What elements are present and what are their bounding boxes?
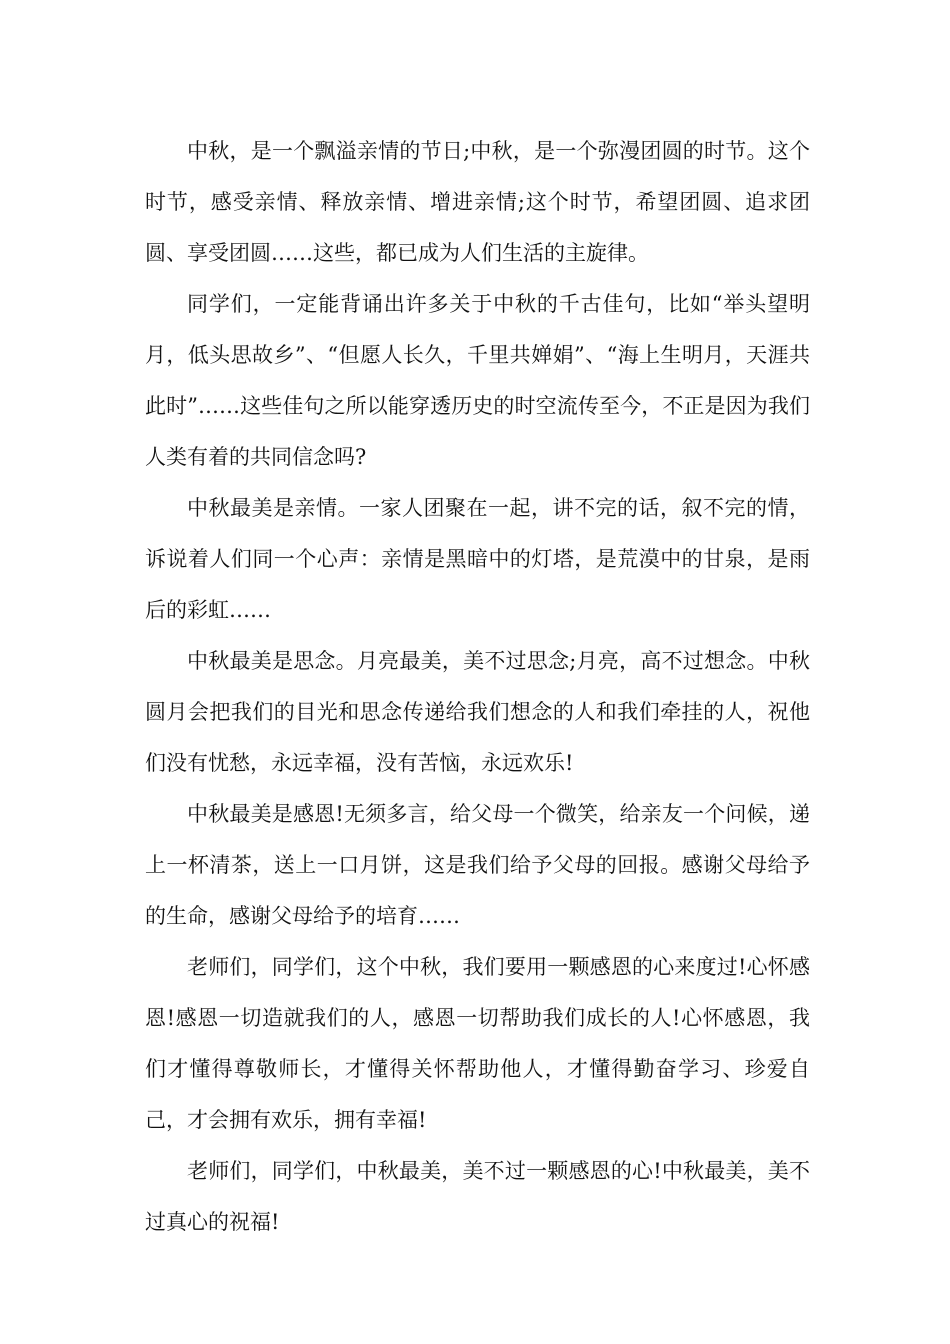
paragraph-6: 老师们，同学们，这个中秋，我们要用一颗感恩的心来度过!心怀感恩!感恩一切造就我们的人，感恩一切帮助我们成长的人!心怀感恩，我们才懂得尊敬师长，才懂得关怀帮助他人，才懂得勤奋学习、珍爱自己，才会拥有欢乐，拥有幸福! bbox=[145, 955, 810, 1132]
paragraph-4: 中秋最美是思念。月亮最美，美不过思念;月亮，高不过想念。中秋圆月会把我们的目光和思念传递给我们想念的人和我们牵挂的人，祝他们没有忧愁，永远幸福，没有苦恼，永远欢乐! bbox=[145, 649, 810, 775]
paragraph-7: 老师们，同学们，中秋最美，美不过一颗感恩的心!中秋最美，美不过真心的祝福! bbox=[145, 1159, 810, 1234]
document-body bbox=[145, 126, 810, 1248]
paragraph-2: 同学们，一定能背诵出许多关于中秋的千古佳句，比如“举头望明月，低头思故乡”、“但愿人长久，千里共婵娟”、“海上生明月，天涯共此时”……这些佳句之所以能穿透历史的时空流传至今，不正是因为我们人类有着的共同信念吗? bbox=[145, 292, 810, 469]
paragraph-3: 中秋最美是亲情。一家人团聚在一起，讲不完的话，叙不完的情，诉说着人们同一个心声：亲情是黑暗中的灯塔，是荒漠中的甘泉，是雨后的彩虹…… bbox=[145, 496, 810, 622]
paragraph-5: 中秋最美是感恩!无须多言，给父母一个微笑，给亲友一个问候，递上一杯清茶，送上一口月饼，这是我们给予父母的回报。感谢父母给予的生命，感谢父母给予的培育…… bbox=[145, 802, 810, 928]
paragraph-1: 中秋，是一个飘溢亲情的节日;中秋，是一个弥漫团圆的时节。这个时节，感受亲情、释放亲情、增进亲情;这个时节，希望团圆、追求团圆、享受团圆……这些，都已成为人们生活的主旋律。 bbox=[145, 139, 810, 265]
